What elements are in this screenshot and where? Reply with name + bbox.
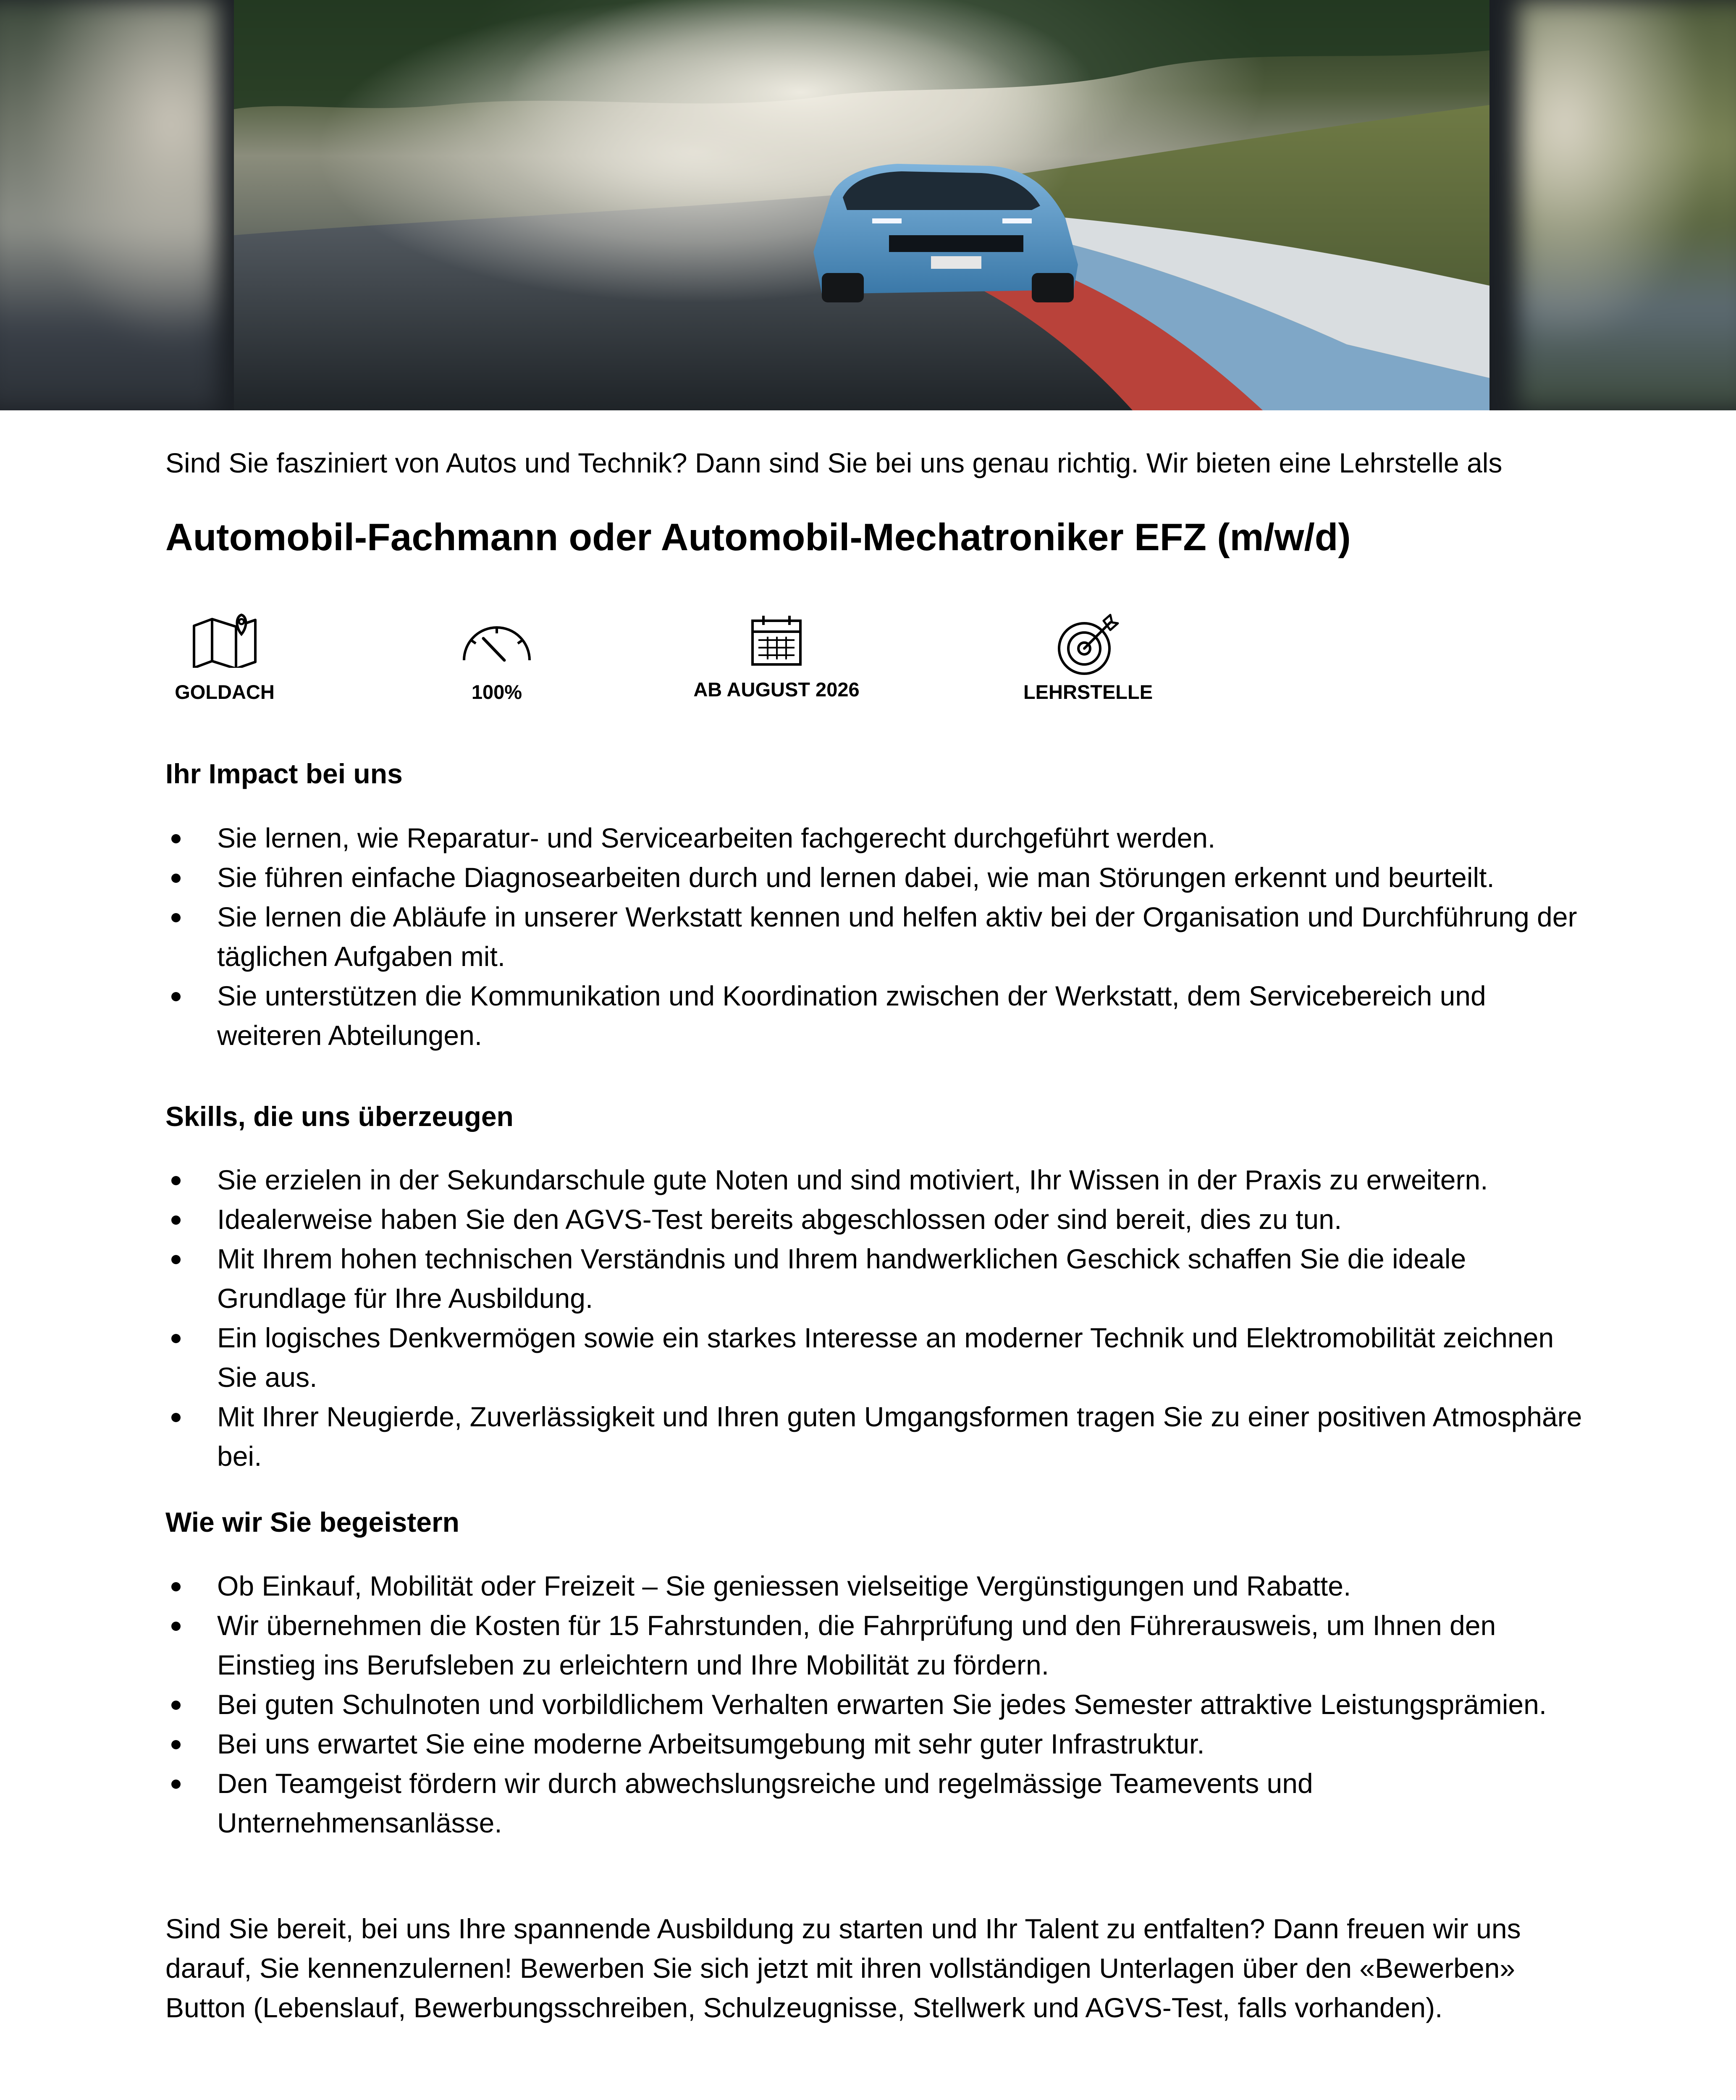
list-item: Ob Einkauf, Mobilität oder Freizeit – Sie geniessen vielseitige Vergünstigungen und Rabatte.: [165, 1566, 1593, 1606]
fact-position-type-label: LEHRSTELLE: [1023, 681, 1153, 703]
fact-location: [136, 613, 313, 705]
bullet-icon: [171, 992, 181, 1001]
fact-location-label: GOLDACH: [175, 681, 275, 703]
impact-list: [165, 818, 1593, 1055]
job-title: Automobil-Fachmann oder Automobil-Mechatroniker EFZ (m/w/d): [165, 516, 1351, 559]
list-item: Mit Ihrer Neugierde, Zuverlässigkeit und Ihren guten Umgangsformen tragen Sie zu einer positiven Atmosphäre bei.: [165, 1397, 1593, 1476]
fact-workload-label: 100%: [471, 681, 522, 703]
list-item: Sie erzielen in der Sekundarschule gute Noten und sind motiviert, Ihr Wissen in der Praxis zu erweitern.: [165, 1160, 1593, 1200]
bullet-icon: [171, 913, 181, 922]
fact-start-date: [688, 613, 865, 702]
list-item: Idealerweise haben Sie den AGVS-Test bereits abgeschlossen oder sind bereit, dies zu tun.: [165, 1200, 1593, 1239]
bullet-icon: [171, 1413, 181, 1422]
bullet-icon: [171, 1582, 181, 1591]
list-item: Ein logisches Denkvermögen sowie ein starkes Interesse an moderner Technik und Elektromobilität zeichnen Sie aus.: [165, 1318, 1593, 1397]
hero-photo-car-on-track: [234, 0, 1489, 410]
list-item: Wir übernehmen die Kosten für 15 Fahrstunden, die Fahrprüfung und den Führerausweis, um Ihnen den Einstieg ins Berufsleben zu erleichtern und Ihre Mobilität zu fördern.: [165, 1606, 1593, 1685]
list-item: Sie lernen, wie Reparatur- und Servicearbeiten fachgerecht durchgeführt werden.: [165, 818, 1593, 858]
intro-text: Sind Sie fasziniert von Autos und Technik? Dann sind Sie bei uns genau richtig. Wir bieten eine Lehrstelle als: [165, 447, 1503, 478]
fact-start-date-label: AB AUGUST 2026: [693, 678, 860, 701]
list-item: Mit Ihrem hohen technischen Verständnis und Ihrem handwerklichen Geschick schaffen Sie die ideale Grundlage für Ihre Ausbildung.: [165, 1239, 1593, 1318]
bullet-icon: [171, 1215, 181, 1225]
bullet-icon: [171, 874, 181, 883]
bullet-icon: [171, 1780, 181, 1789]
bullet-icon: [171, 1334, 181, 1343]
list-item: Bei guten Schulnoten und vorbildlichem Verhalten erwarten Sie jedes Semester attraktive Leistungsprämien.: [165, 1685, 1593, 1724]
hero-image: [0, 0, 1736, 410]
hero-illustration: [234, 0, 1489, 410]
fact-position-type: [1000, 613, 1176, 705]
bullet-icon: [171, 1255, 181, 1264]
target-icon: [1057, 613, 1120, 676]
skills-list: [165, 1160, 1593, 1476]
list-item: Den Teamgeist fördern wir durch abwechslungsreiche und regelmässige Teamevents und Unternehmensanlässe.: [165, 1764, 1593, 1843]
skills-heading: Skills, die uns überzeugen: [165, 1101, 514, 1132]
bullet-icon: [171, 1622, 181, 1631]
benefits-list: [165, 1566, 1593, 1843]
calendar-icon: [749, 613, 804, 668]
hero-blur-right: [1518, 0, 1736, 410]
benefits-heading: Wie wir Sie begeistern: [165, 1507, 459, 1538]
bullet-icon: [171, 834, 181, 843]
list-item: Sie lernen die Abläufe in unserer Werkstatt kennen und helfen aktiv bei der Organisation und Durchführung der täglichen Aufgaben mit.: [165, 897, 1593, 976]
impact-heading: Ihr Impact bei uns: [165, 758, 403, 789]
list-item: Bei uns erwartet Sie eine moderne Arbeitsumgebung mit sehr guter Infrastruktur.: [165, 1724, 1593, 1764]
bullet-icon: [171, 1740, 181, 1749]
bullet-icon: [171, 1176, 181, 1185]
map-pin-icon: [189, 613, 260, 668]
list-item: Sie unterstützen die Kommunikation und Koordination zwischen der Werkstatt, dem Servicebereich und weiteren Abteilungen.: [165, 976, 1593, 1055]
hero-blur-left: [0, 0, 218, 410]
intro-block: [165, 444, 1593, 481]
list-item: Sie führen einfache Diagnosearbeiten durch und lernen dabei, wie man Störungen erkennt und beurteilt.: [165, 858, 1593, 897]
fact-workload: [409, 613, 585, 705]
bullet-icon: [171, 1701, 181, 1710]
gauge-icon: [459, 613, 535, 668]
closing-paragraph: Sind Sie bereit, bei uns Ihre spannende Ausbildung zu starten und Ihr Talent zu entfalten? Dann freuen wir uns darauf, Sie kennenzulernen! Bewerben Sie sich jetzt mit ihren vollständigen Unterlagen über den «Bewerben» Button (Lebenslauf, Bewerbungsschreiben, Schulzeugnisse, Stellwerk und AGVS-Test, falls vorhanden).: [165, 1913, 1521, 2023]
